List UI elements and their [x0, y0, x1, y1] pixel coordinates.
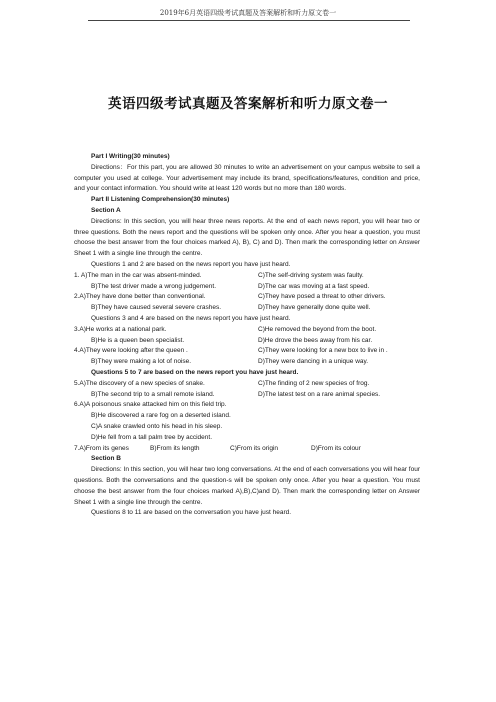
header-rule — [88, 20, 410, 21]
q2-options-row2: B)They have caused several severe crashes. D)They have generally done quite well. — [91, 304, 371, 312]
q1-2-intro: Questions 1 and 2 are based on the news report you have just heard. — [91, 260, 291, 268]
q3-4-intro: Questions 3 and 4 are based on the news report you have just heard. — [91, 314, 291, 322]
part1-directions: Directions：For this part, you are allowed 30 minutes to write an advertisement on your campus website to sell a computer you used at college. Your advertisement may include its brand, specifications/features, condition and price, and your contact information. You should write at least 120 words but no more than 180 words. — [74, 163, 420, 193]
q4-options-row1: 4.A)They were looking after the queen . C)They were looking for a new box to live in . — [74, 347, 388, 355]
section-a-directions: Directions: In this section, you will hear three news reports. At the end of each news report, you will hear two or three questions. Both the news report and the questions will be spoken only once. After you hear a question, you must choose the best answer from the four choices marked A), B), C) and D). Then mark the corresponding letter on Answer Sheet 1 with a single line through the centre. — [74, 217, 420, 258]
q6-option-a: 6.A)A poisonous snake attacked him on this field trip. — [74, 401, 227, 409]
q1-options-row1: 1. A)The man in the car was absent-minded. C)The self-driving system was faulty. — [74, 271, 364, 279]
part2-heading: Part II Listening Comprehension(30 minutes) — [91, 196, 230, 204]
q6-option-c: C)A snake crawled onto his head in his sleep. — [91, 422, 223, 430]
q1-options-row2: B)The test driver made a wrong judgement. D)The car was moving at a fast speed. — [91, 282, 370, 290]
document-body — [74, 152, 420, 519]
q5-options-row2: B)The second trip to a small remote island. D)The latest test on a rare animal species. — [91, 390, 381, 398]
part1-heading: Part I Writing(30 minutes) — [91, 153, 170, 160]
q6-option-b: B)He discovered a rare fog on a deserted island. — [91, 412, 231, 420]
q2-options-row1: 2.A)They have done better than conventional. C)They have posed a threat to other drivers. — [74, 293, 386, 301]
q3-options-row2: B)He is a queen been specialist. D)He drove the bees away from his car. — [91, 336, 373, 344]
q4-options-row2: B)They were making a lot of noise. D)They were dancing in a unique way. — [91, 358, 369, 366]
q5-7-intro: Questions 5 to 7 are based on the news report you have just heard. — [91, 368, 299, 376]
section-b-heading: Section B — [91, 455, 121, 463]
section-b-directions: Directions: In this section, you will hear two long conversations. At the end of each conversations you will hear four questions. Both the conversations and the question-s will be spoken only once. After you hear a question. You must choose the best answer from the four choices marked A),B),C)and D). Then mark the corresponding letter on Answer Sheet 1 with a single line through the centre. — [74, 466, 420, 506]
section-a-heading: Section A — [91, 206, 121, 214]
q8-11-intro: Questions 8 to 11 are based on the conversation you have just heard. — [91, 509, 292, 517]
running-header: 2019年6月英语四级考试真题及答案解析和听力原文卷一 — [159, 9, 337, 17]
q5-options-row1: 5.A)The discovery of a new species of snake. C)The finding of 2 new species of frog. — [74, 379, 370, 387]
q7-options: 7.A)From its genes B)From its length C)From its origin D)From its colour — [74, 444, 361, 452]
document-title: 英语四级考试真题及答案解析和听力原文卷一 — [108, 96, 388, 112]
q3-options-row1: 3.A)He works at a national park. C)He removed the beyond from the boot. — [74, 325, 377, 333]
q6-option-d: D)He fell from a tall palm tree by accident. — [91, 433, 213, 441]
